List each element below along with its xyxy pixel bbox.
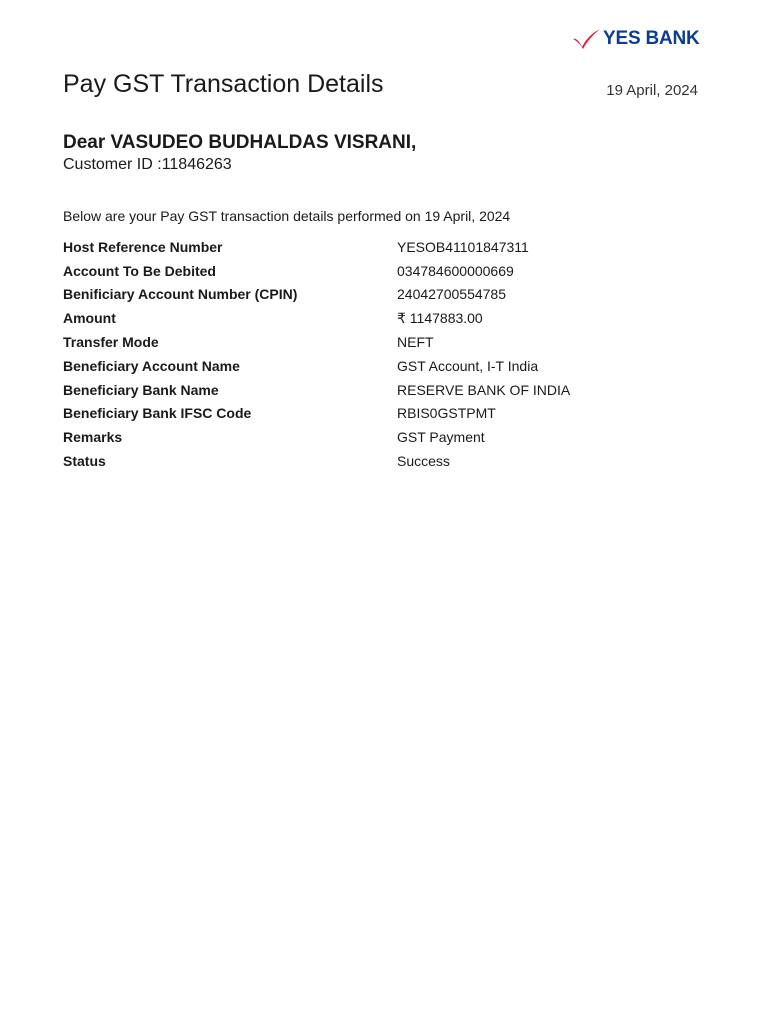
detail-value: 034784600000669 — [397, 262, 514, 279]
detail-value: RBIS0GSTPMT — [397, 405, 496, 422]
detail-row-amount — [63, 306, 703, 330]
detail-value: 24042700554785 — [397, 286, 507, 303]
detail-label: Status — [63, 453, 106, 470]
detail-row-debit-account — [63, 259, 703, 283]
detail-label: Beneficiary Bank IFSC Code — [63, 405, 252, 422]
detail-label: Remarks — [63, 429, 123, 446]
detail-row-ifsc — [63, 402, 703, 426]
detail-value: Success — [397, 453, 450, 470]
detail-value: GST Payment — [397, 429, 485, 446]
detail-label: Account To Be Debited — [63, 262, 216, 279]
customer-id: Customer ID :11846263 — [63, 156, 232, 173]
detail-label: Benificiary Account Number (CPIN) — [63, 286, 298, 303]
detail-label: Beneficiary Bank Name — [63, 381, 219, 398]
detail-row-beneficiary-name — [63, 354, 703, 378]
detail-value: YESOB41101847311 — [397, 238, 529, 255]
detail-row-remarks — [63, 425, 703, 449]
detail-label: Amount — [63, 310, 116, 327]
detail-label: Transfer Mode — [63, 334, 159, 351]
detail-label: Beneficiary Account Name — [63, 357, 240, 374]
intro-text: Below are your Pay GST transaction details performed on 19 April, 2024 — [63, 208, 511, 224]
statement-date: 19 April, 2024 — [606, 82, 698, 99]
detail-value: ₹ 1147883.00 — [397, 309, 483, 326]
detail-row-bank-name — [63, 378, 703, 402]
customer-greeting: Dear VASUDEO BUDHALDAS VISRANI, — [63, 132, 417, 153]
detail-row-cpin — [63, 283, 703, 307]
detail-row-transfer-mode — [63, 330, 703, 354]
detail-value: NEFT — [397, 334, 434, 351]
transaction-details-table — [63, 235, 703, 473]
brand-name: YES BANK — [603, 28, 700, 49]
detail-row-host-reference — [63, 235, 703, 259]
checkmark-icon — [571, 28, 601, 50]
detail-row-status — [63, 449, 703, 473]
detail-value: RESERVE BANK OF INDIA — [397, 381, 571, 398]
detail-value: GST Account, I-T India — [397, 357, 539, 374]
page-title: Pay GST Transaction Details — [63, 70, 384, 98]
detail-label: Host Reference Number — [63, 238, 223, 255]
yes-bank-logo — [571, 26, 700, 52]
